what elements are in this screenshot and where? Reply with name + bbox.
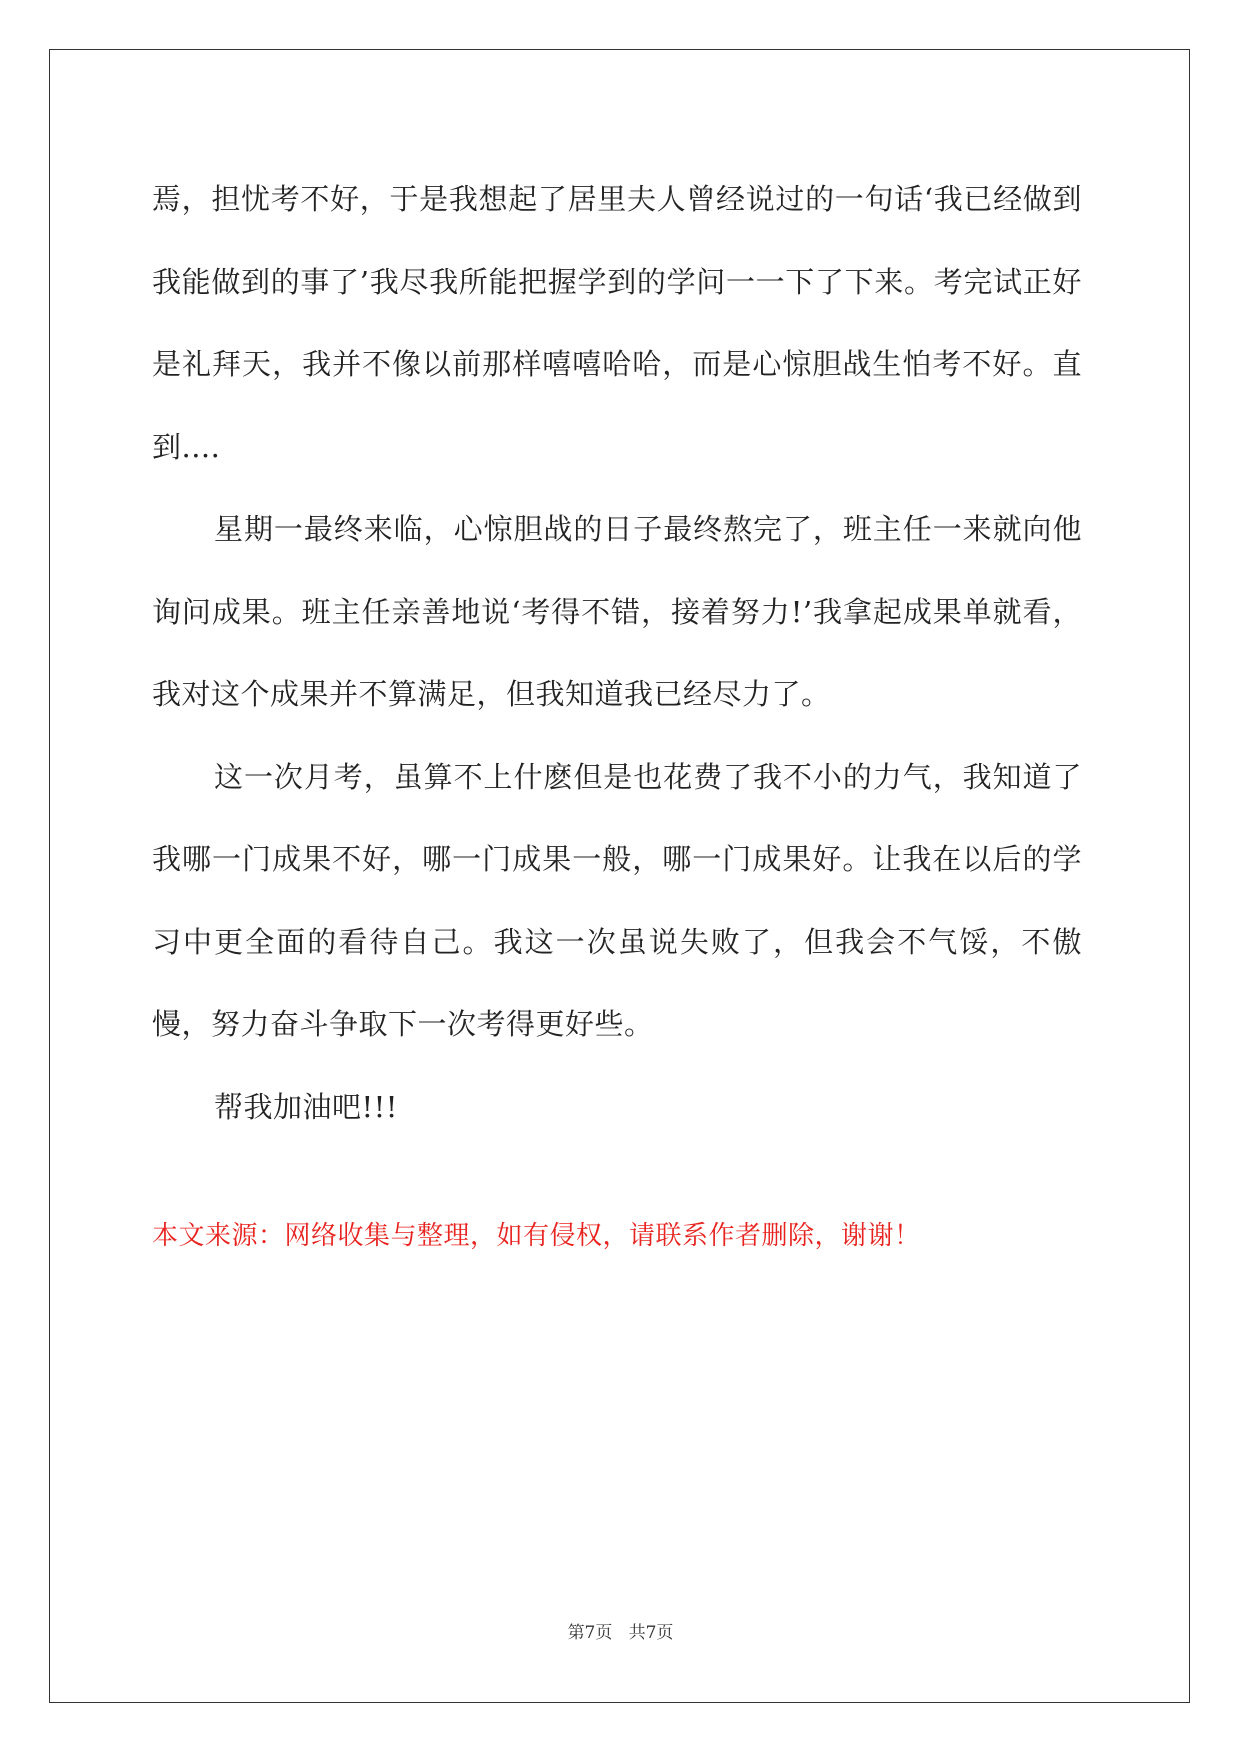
document-body xyxy=(152,158,1082,1148)
current-page-number: 第7页 xyxy=(567,1623,613,1643)
total-page-count: 共7页 xyxy=(628,1623,674,1643)
paragraph-2: 星期一最终来临，心惊胆战的日子最终熬完了，班主任一来就向他询问成果。班主任亲善地说‘考得不错，接着努力!’我拿起成果单就看，我对这个成果并不算满足，但我知道我已经尽力了。 xyxy=(152,512,1082,711)
source-note: 本文来源：网络收集与整理，如有侵权，请联系作者删除，谢谢！ xyxy=(152,1221,921,1251)
page-footer xyxy=(0,1621,1241,1645)
paragraph-1: 焉，担忧考不好，于是我想起了居里夫人曾经说过的一句话‘我已经做到我能做到的事了’我尽我所能把握学到的学问一一下了下来。考完试正好是礼拜天，我并不像以前那样嘻嘻哈哈，而是心惊胆战生怕考不好。直到.... xyxy=(152,182,1082,464)
footer-gap xyxy=(612,1623,628,1643)
paragraph-4: 帮我加油吧!!! xyxy=(214,1089,398,1124)
paragraph-3: 这一次月考，虽算不上什麽但是也花费了我不小的力气，我知道了我哪一门成果不好，哪一门成果一般，哪一门成果好。让我在以后的学习中更全面的看待自己。我这一次虽说失败了，但我会不气馁，不傲慢，努力奋斗争取下一次考得更好些。 xyxy=(152,759,1082,1041)
